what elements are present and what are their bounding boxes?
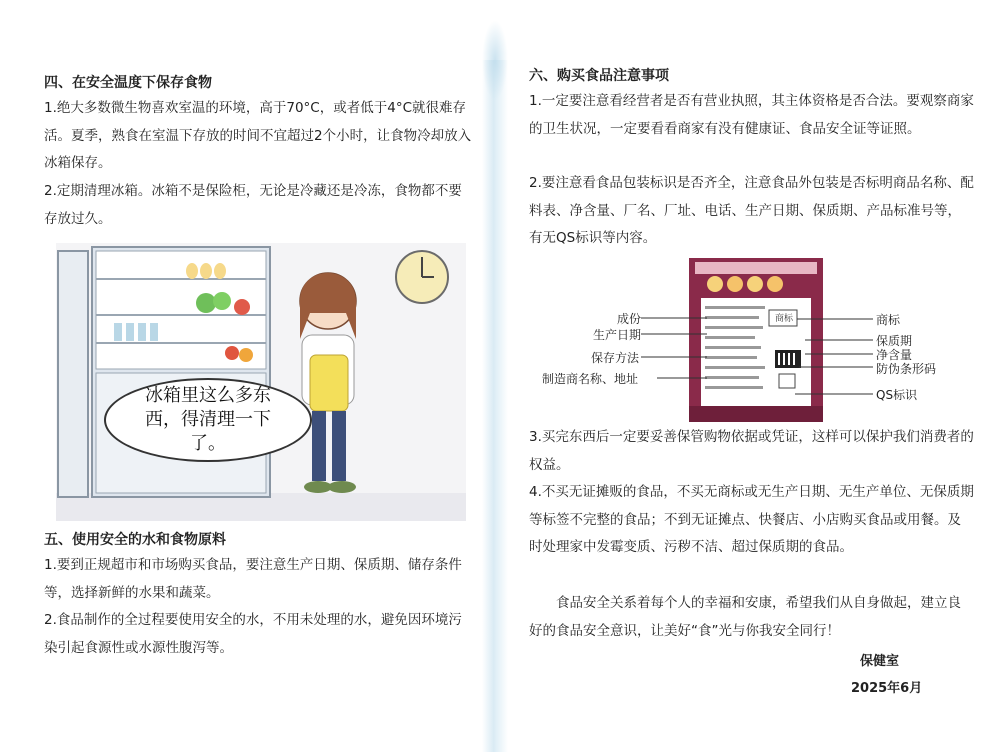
section6-para4: 4.不买无证摊贩的食品，不买无商标或无生产日期、无生产单位、无保质期等标签不完整的食品；不到无证摊点、快餐店、小店购买食品或用餐。及时处理家中发霉变质、污秽不洁、超过保质期的食品。	[529, 484, 974, 555]
label-anti-counterfeit-barcode: 防伪条形码	[876, 362, 937, 376]
apron	[310, 355, 348, 411]
label-ingredients: 成份	[617, 312, 642, 326]
label-qs-mark: QS标识	[876, 388, 918, 402]
label-production-date: 生产日期	[593, 328, 642, 342]
signature-date: 2025年6月	[851, 681, 923, 696]
label-manufacturer: 制造商名称、地址	[542, 372, 639, 386]
fridge-cartoon-svg	[56, 243, 466, 521]
section6-para2: 2.要注意看食品包装标识是否齐全，注意食品外包装是否标明商品名称、配料表、净含量、厂名、厂址、电话、生产日期、保质期、产品标准号等，有无QS标识等内容。	[529, 175, 974, 246]
label-storage-method: 保存方法	[591, 351, 640, 365]
section6-heading: 六、购买食品注意事项	[529, 68, 669, 84]
section4-para1: 1.绝大多数微生物喜欢室温的环境，高于70°C，或者低于4°C就很难存活。夏季，熟食在室温下存放的时间不宜超过2个小时，让食物冷却放入冰箱保存。	[44, 100, 472, 171]
package-stamp-text: 商标	[774, 314, 793, 324]
section6-para1: 1.一定要注意看经营者是否有营业执照，其主体资格是否合法。要观察商家的卫生状况，一定要看看商家有没有健康证、食品安全证等证照。	[529, 93, 974, 137]
signature-org: 保健室	[860, 654, 900, 669]
section5-para2: 2.食品制作的全过程要使用安全的水，不用未处理的水，避免因环境污染引起食源性或水源性腹泻等。	[44, 612, 462, 656]
fridge-cartoon-illustration	[56, 243, 466, 521]
section5-para1: 1.要到正规超市和市场购买食品，要注意生产日期、保质期、储存条件等，选择新鲜的水果和蔬菜。	[44, 557, 462, 601]
section6-para3: 3.买完东西后一定要妥善保管购物依据或凭证，这样可以保护我们消费者的权益。	[529, 429, 974, 473]
closing-paragraph: 食品安全关系着每个人的幸福和安康，希望我们从自身做起，建立良好的食品安全意识，让美好“食”光与你我安全同行！	[529, 595, 961, 639]
label-shelf-life: 保质期	[876, 334, 913, 348]
section4-para2: 2.定期清理冰箱。冰箱不是保险柜，无论是冷藏还是冷冻，食物都不要存放过久。	[44, 183, 462, 227]
page-fold-shadow	[482, 60, 508, 752]
section5-heading: 五、使用安全的水和食物原料	[44, 532, 226, 548]
label-trademark: 商标	[876, 313, 901, 327]
label-net-content: 净含量	[876, 348, 913, 362]
speech-bubble	[104, 378, 312, 462]
speech-bubble-text: 冰箱里这么多东西，得清理一下了。	[145, 385, 271, 454]
section4-heading: 四、在安全温度下保存食物	[44, 75, 212, 91]
food-package-label-diagram	[529, 256, 974, 426]
